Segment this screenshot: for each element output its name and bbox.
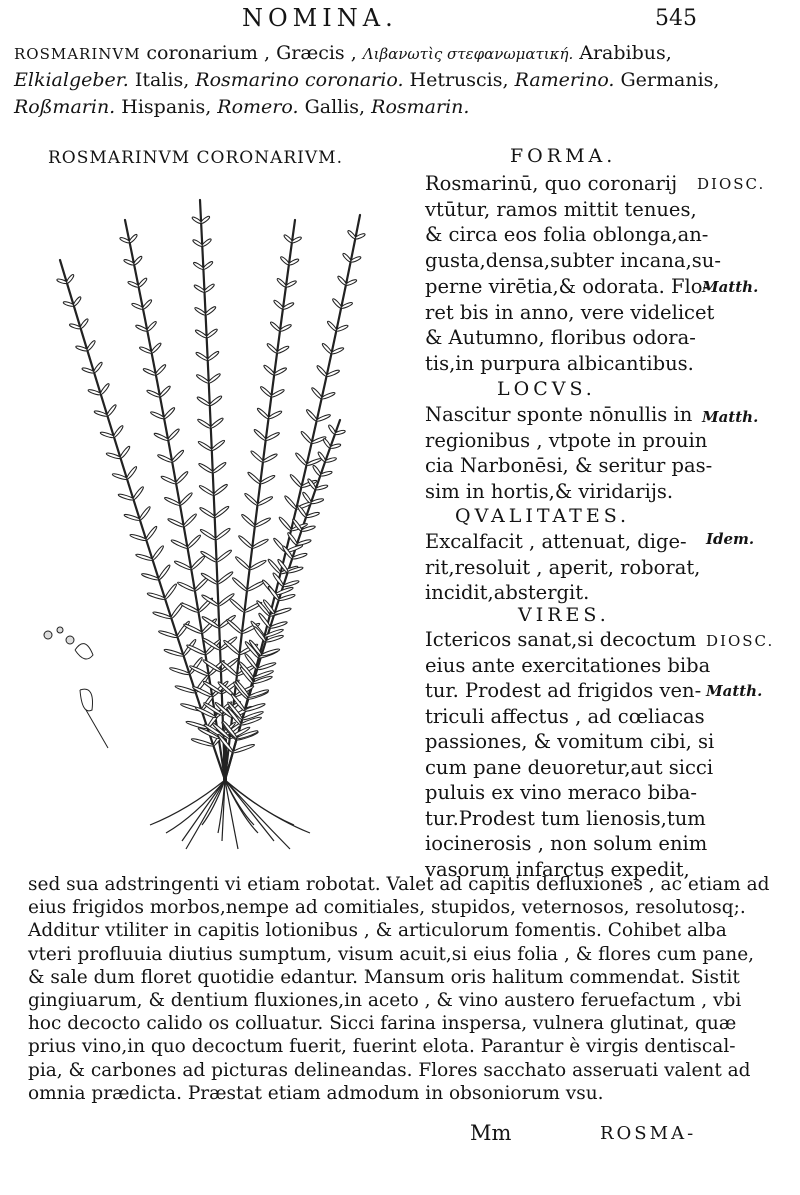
nomina-fragment: Hispanis,: [115, 96, 218, 118]
text-line: rit,resoluit , aperit, roborat,: [425, 555, 701, 579]
text-line: pia, & carbones ad picturas delineandas. Flores sacchato asseruati valent ad: [28, 1059, 751, 1081]
text-line: Nascitur sponte nōnullis in: [425, 403, 693, 426]
text-line: tur.Prodest tum lienosis,tum: [425, 806, 706, 830]
text-line: cum pane deuoretur,aut sicci: [425, 755, 714, 779]
nomina-line-2: [14, 69, 719, 91]
text-line: eius frigidos morbos,nempe ad comitiales, stupidos, veternosos, resolutosq;.: [28, 897, 746, 919]
text-line: prius vino,in quo decoctum fuerit, fuerint elota. Parantur è virgis dentiscal-: [28, 1036, 736, 1058]
margin-note-matthiolus: Matth.: [702, 408, 759, 426]
text-line: vteri profluuia diutius sumptum, visum acuit,si eius folia , & flores cum pane,: [28, 943, 755, 965]
nomina-fragment: Rosmarino coronario.: [195, 69, 404, 91]
text-line: gusta,densa,subter incana,su-: [425, 249, 721, 273]
nomina-line-1: [14, 42, 672, 64]
nomina-fragment: Elkialgeber.: [14, 69, 129, 91]
nomina-fragment: Gallis,: [298, 96, 372, 118]
text-line: tis,in purpura albicantibus.: [425, 351, 694, 375]
section-heading-forma: FORMA.: [510, 145, 617, 167]
text-line: vtūtur, ramos mittit tenues,: [425, 197, 697, 221]
text-line: incidit,abstergit.: [425, 581, 590, 604]
running-head: NOMINA.: [242, 4, 398, 32]
text-line: triculi affectus , ad cœliacas: [425, 704, 705, 728]
section-heading-vires: VIRES.: [518, 604, 610, 626]
margin-note-matthiolus: Matth.: [706, 682, 763, 700]
nomina-fragment: Germanis,: [614, 69, 720, 91]
nomina-fragment: Romero.: [217, 96, 299, 118]
text-line: omnia prædicta. Præstat etiam admodum in obsoniorum vsu.: [28, 1082, 604, 1104]
nomina-fragment: Arabibus,: [573, 42, 672, 64]
margin-note-matthiolus: Matth.: [702, 278, 759, 296]
section-heading-qualitates: QVALITATES.: [455, 505, 631, 527]
nomina-line-3: [14, 96, 469, 118]
text-line: regionibus , vtpote in prouin: [425, 428, 708, 452]
text-line: Ictericos sanat,si decoctum: [425, 628, 697, 651]
section-heading-locus: LOCVS.: [497, 378, 596, 400]
text-line: perne virētia,& odorata. Flo-: [425, 274, 710, 298]
signature-mark: Mm: [470, 1121, 512, 1145]
catchword: ROSMA-: [600, 1123, 697, 1144]
rosemary-woodcut-illustration: [40, 180, 410, 860]
text-line: Excalfacit , attenuat, dige-: [425, 530, 687, 553]
text-line: puluis ex vino meraco biba-: [425, 781, 698, 804]
page-number: 545: [655, 6, 697, 31]
nomina-fragment: Ramerino.: [514, 69, 615, 91]
text-line: hoc decocto calido os colluatur. Sicci farina inspersa, vulnera glutinat, quæ: [28, 1013, 737, 1035]
text-line: & Autumno, floribus odora-: [425, 326, 696, 350]
text-line: & circa eos folia oblonga,an-: [425, 223, 709, 247]
nomina-fragment: Roßmarin.: [14, 96, 116, 118]
margin-note-dioscorides: DIOSC.: [697, 175, 766, 193]
text-line: iocinerosis , non solum enim: [425, 832, 708, 855]
text-line: gingiuarum, & dentium fluxiones,in aceto , & vino austero feruefactum , vbi: [28, 990, 742, 1011]
text-line: ret bis in anno, vere videlicet: [425, 300, 715, 324]
text-line: passiones, & vomitum cibi, si: [425, 730, 715, 753]
nomina-fragment: ROSMARINVM: [14, 45, 147, 63]
nomina-fragment: Hetruscis,: [403, 69, 515, 91]
nomina-fragment: coronarium , Græcis ,: [146, 42, 363, 64]
text-line: tur. Prodest ad frigidos ven-: [425, 679, 702, 702]
text-line: & sale dum floret quotidie edantur. Mansum oris halitum commendat. Sistit: [28, 966, 740, 988]
text-line: vasorum infarctus expedit,: [425, 857, 690, 881]
nomina-fragment: Λιβανωτὶς στεφανωματική.: [362, 45, 574, 63]
margin-note-idem: Idem.: [706, 530, 755, 548]
text-line: Additur vtiliter in capitis lotionibus , & articulorum fomentis. Cohibet alba: [28, 920, 727, 942]
text-line: sed sua adstringenti vi etiam robotat. Valet ad capitis defluxiones , ac etiam ad: [28, 874, 770, 895]
figure-caption: ROSMARINVM CORONARIVM.: [48, 148, 343, 168]
margin-note-dioscorides: DIOSC.: [706, 632, 775, 650]
nomina-fragment: Rosmarin.: [371, 96, 470, 118]
text-line: sim in hortis,& viridarijs.: [425, 479, 674, 503]
text-line: cia Narbonēsi, & seritur pas-: [425, 454, 713, 477]
nomina-fragment: Italis,: [128, 69, 196, 91]
text-line: eius ante exercitationes biba: [425, 653, 711, 677]
text-line: Rosmarinū, quo coronarij: [425, 172, 678, 195]
